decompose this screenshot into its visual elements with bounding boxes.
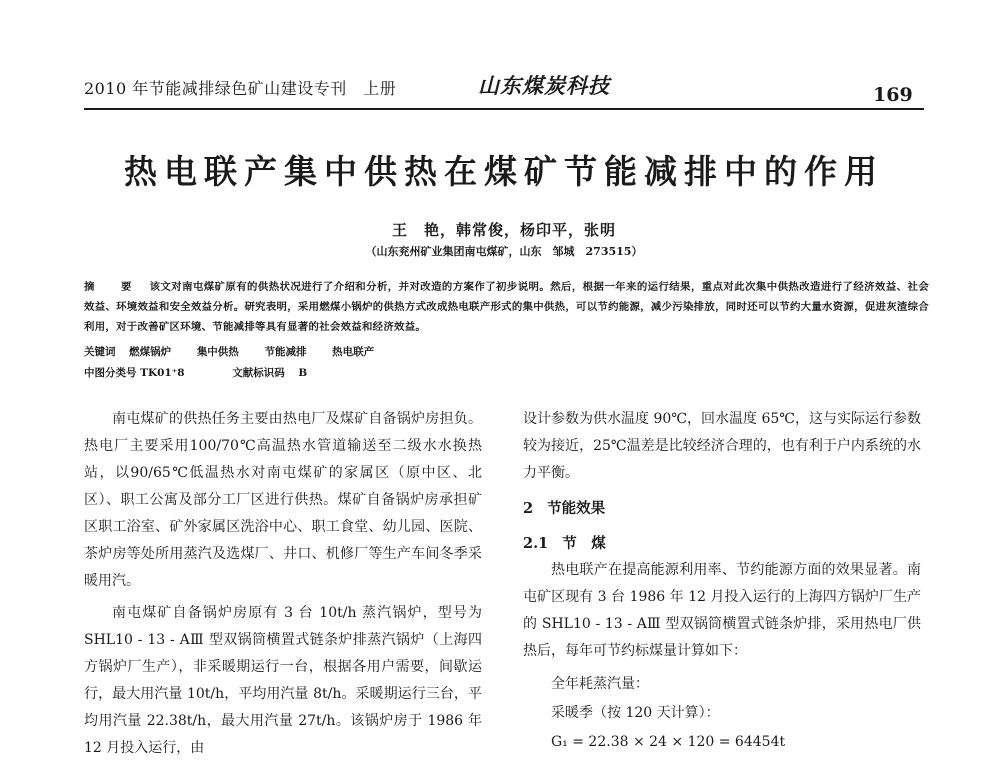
abstract xyxy=(84,277,929,337)
keyword: 热电联产 xyxy=(332,346,375,358)
doc-code-label: 文献标识码 xyxy=(232,367,285,379)
keyword: 节能减排 xyxy=(264,346,307,358)
body-paragraph: 南屯煤矿的供热任务主要由热电厂及煤矿自备锅炉房担负。热电厂主要采用100/70℃高温热水管道输送至二级水水换热站，以90/65℃低温热水对南屯煤矿的家属区（原中区、北区）、职工公寓及部分工厂区进行供热。煤矿自备锅炉房承担矿区职工浴室、矿外家属区洗浴中心、职工食堂、幼儿园、医院、茶炉房等处所用蒸汽及选煤厂、井口、机修厂等生产车间冬季采暖用汽。 xyxy=(84,411,482,589)
section-number: 2 xyxy=(523,500,534,517)
keyword: 燃煤锅炉 xyxy=(129,346,172,358)
class-label: 中图分类号 xyxy=(84,367,137,379)
subsection-number: 2.1 xyxy=(523,535,549,552)
body-column-right xyxy=(523,406,921,757)
body-paragraph: 南屯煤矿自备锅炉房原有 3 台 10t/h 蒸汽锅炉，型号为 SHL10 - 13 - AⅢ 型双锅筒横置式链条炉排蒸汽锅炉（上海四方锅炉厂生产），非采暖期运行一台，根据各用户需要，间歇运行，最大用汽量 10t/h，平均用汽量 8t/h。采暖期运行三台，平均用汽量 22.38t/h，最大用汽量 27t/h。该锅炉房于 1986 年 12 月投入运行，由 xyxy=(84,605,482,756)
class-number: TK01⁺8 xyxy=(140,367,185,379)
running-header: 2010 年节能减排绿色矿山建设专刊 上册 xyxy=(84,79,397,98)
body-paragraph: 设计参数为供水温度 90℃，回水温度 65℃，这与实际运行参数较为接近，25℃温差是比较经济合理的，也有利于户内系统的水力平衡。 xyxy=(523,411,921,481)
keyword: 集中供热 xyxy=(196,346,239,358)
section-heading xyxy=(523,496,921,522)
header-rule xyxy=(84,108,924,110)
journal-name: 山东煤炭科技 xyxy=(478,73,610,98)
abstract-text: 该文对南屯煤矿原有的供热状况进行了介绍和分析，并对改造的方案作了初步说明。然后，根据一年来的运行结果，重点对此次集中供热改造进行了经济效益、社会效益、环境效益和安全效益分析。研究表明，采用燃煤小锅炉的供热方式改成热电联产形式的集中供热，可以节约能源，减少污染排放，同时还可以节约大量水资源，促进灰渣综合利用，对于改善矿区环境、节能减排等具有显著的社会效益和经济效益。 xyxy=(84,281,930,333)
article-title: 热电联产集中供热在煤矿节能减排中的作用 xyxy=(124,152,884,191)
keywords-line xyxy=(84,344,374,359)
affiliation: （山东兖州矿业集团南屯煤矿，山东 邹城 273515） xyxy=(365,245,643,258)
keywords-label: 关键词 xyxy=(84,346,116,358)
authors: 王 艳，韩常俊，杨印平，张明 xyxy=(391,221,616,239)
doc-code: B xyxy=(298,367,308,379)
section-title: 节能效果 xyxy=(547,500,606,517)
calculation-line: 全年耗蒸汽量： xyxy=(551,676,649,692)
calculation-line: G₁ = 22.38 × 24 × 120 = 64454t xyxy=(551,734,786,750)
body-column-left xyxy=(84,406,482,760)
page-number: 169 xyxy=(873,84,913,106)
calculation-line: 采暖季（按 120 天计算）： xyxy=(551,705,720,721)
abstract-label: 摘 要 xyxy=(84,281,140,293)
classification-line xyxy=(84,365,307,380)
subsection-title: 节 煤 xyxy=(562,535,606,552)
body-paragraph: 热电联产在提高能源利用率、节约能源方面的效果显著。南屯矿区现有 3 台 1986 年 12 月投入运行的上海四方锅炉厂生产的 SHL10 - 13 - AⅢ 型双锅筒横置式链条炉排，采用热电厂供热后，每年可节约标煤量计算如下： xyxy=(523,562,921,659)
subsection-heading xyxy=(523,530,921,557)
